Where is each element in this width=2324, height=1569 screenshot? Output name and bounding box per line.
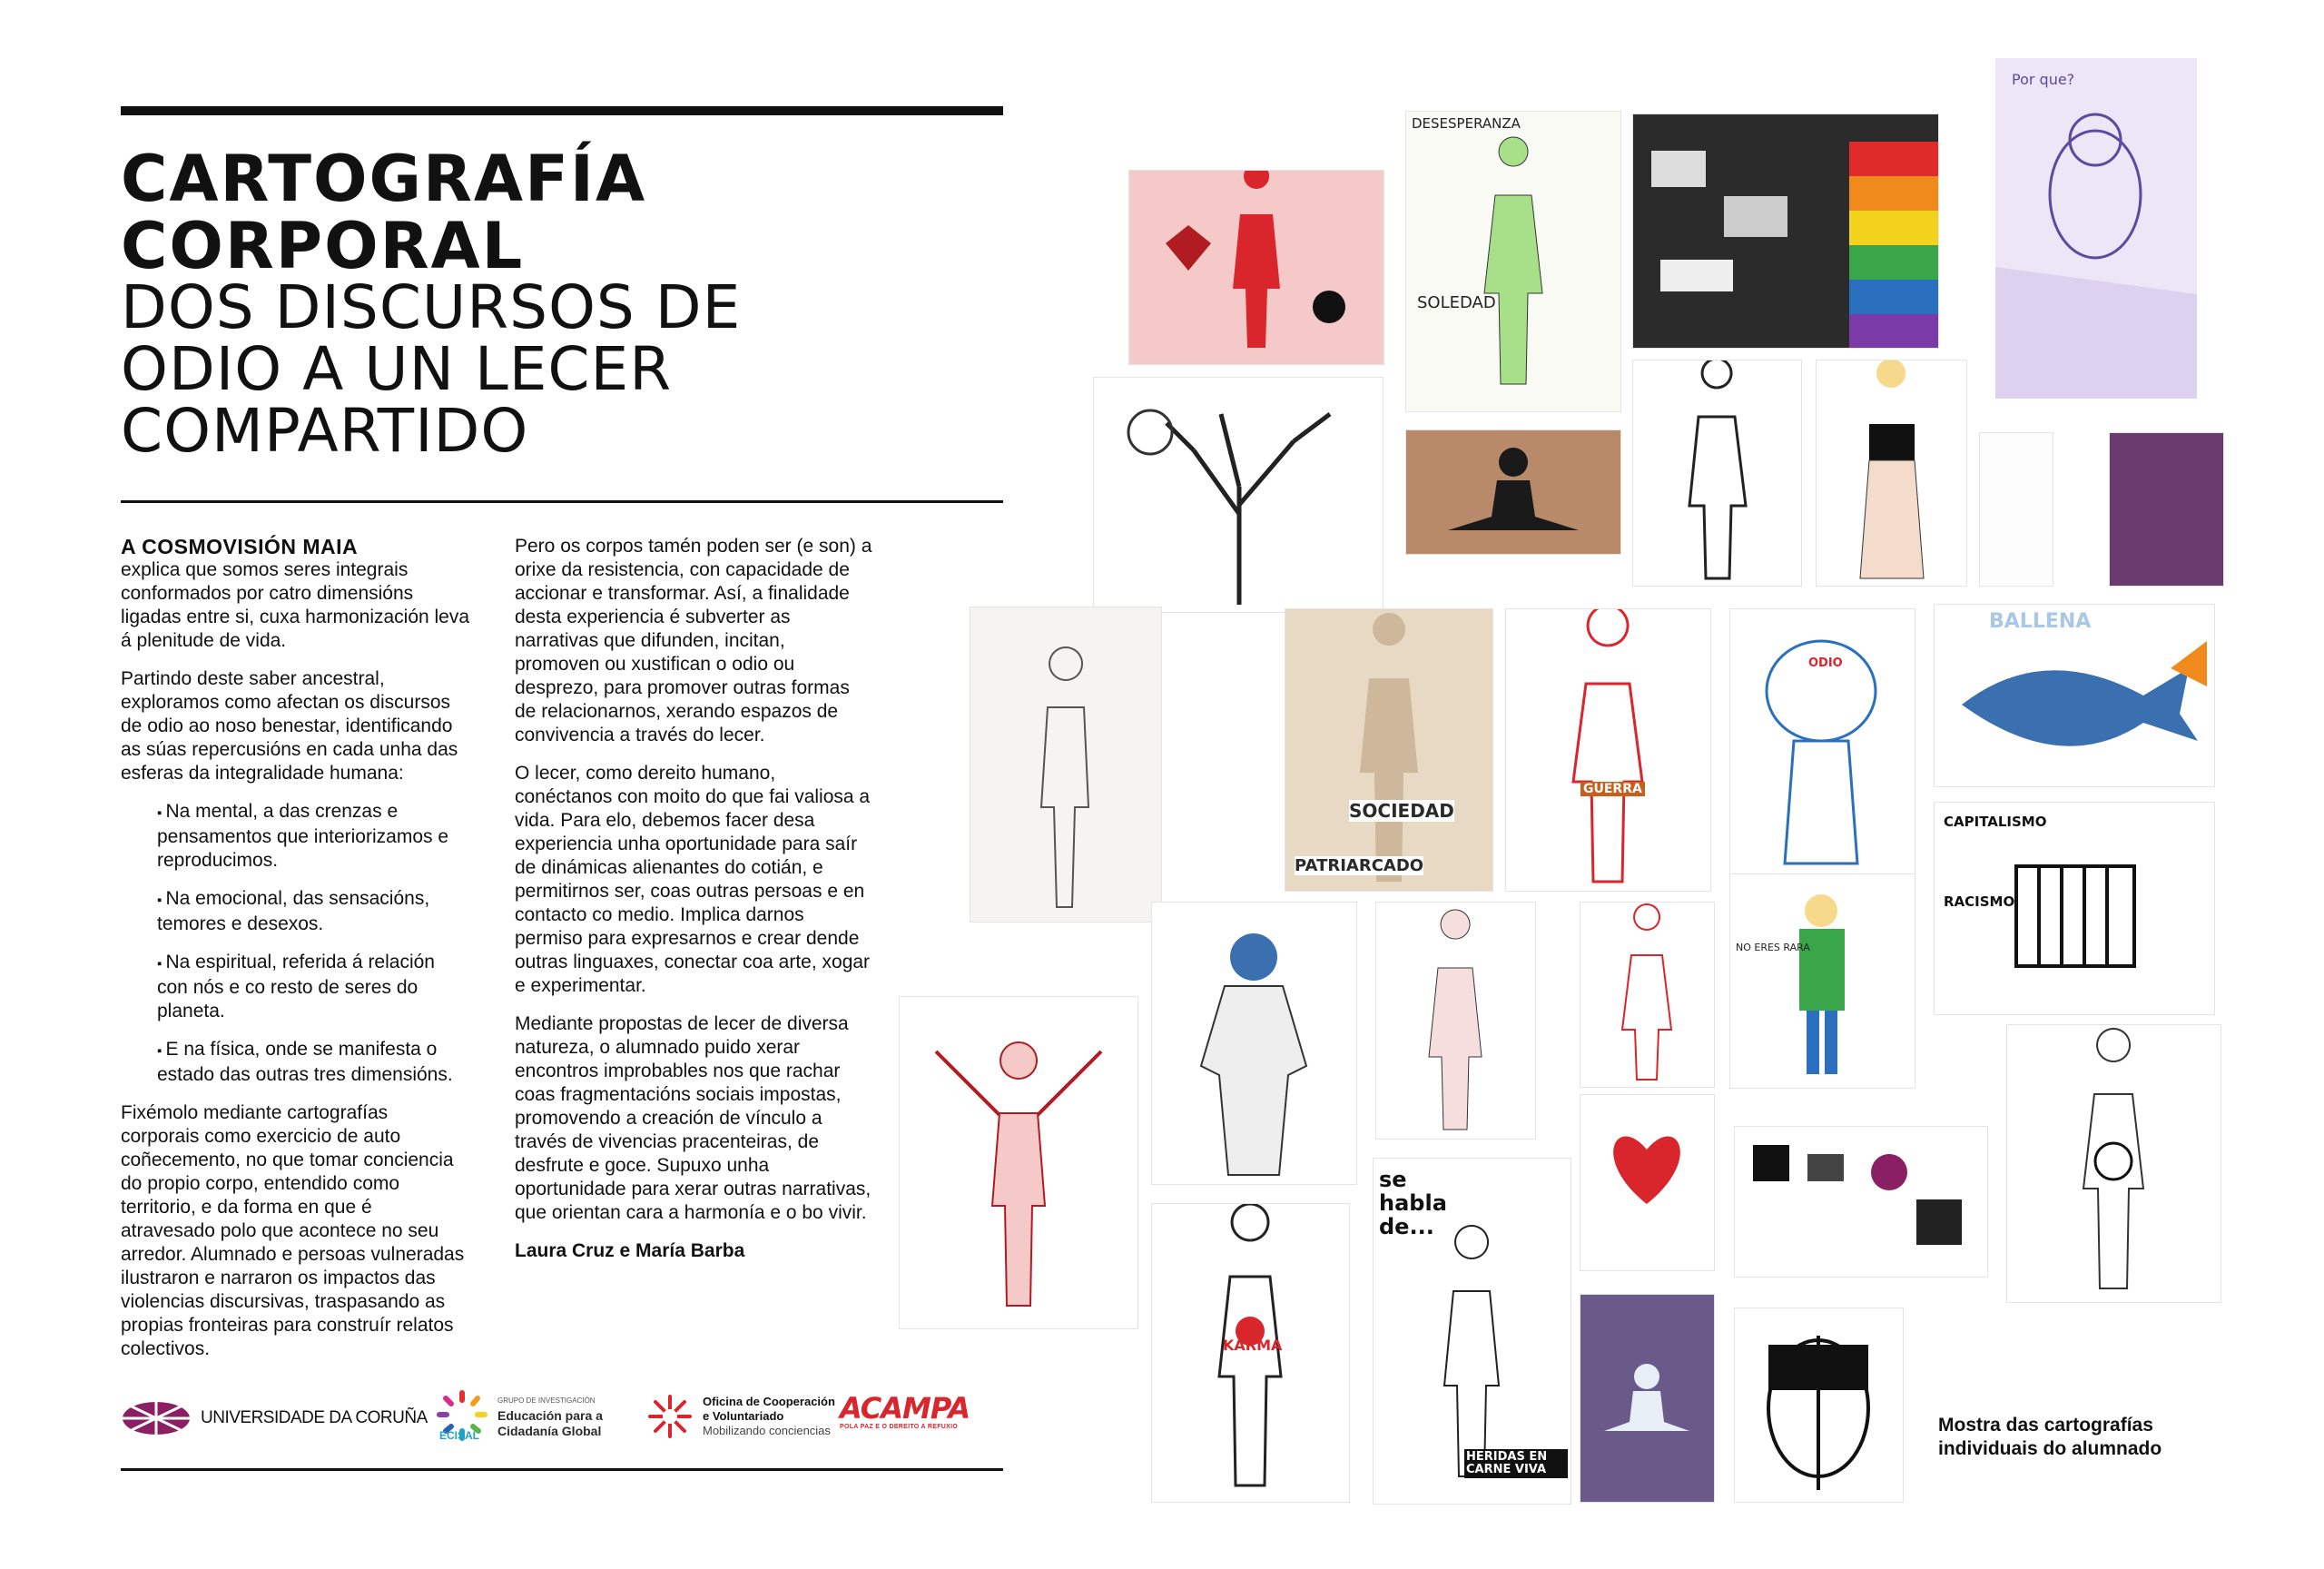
- list-item: ▪ Na espiritual, referida á relación con nós e co resto de seres do planeta.: [157, 951, 470, 1023]
- ecisal-logo[interactable]: [434, 1387, 603, 1444]
- body-outline-icon: [1633, 360, 1801, 586]
- standing-figure-icon: [1730, 874, 1915, 1088]
- intro-paragraph: [121, 535, 470, 653]
- drawing-thumbnail[interactable]: [1934, 802, 2215, 1015]
- drawing-thumbnail[interactable]: [899, 996, 1138, 1329]
- drawing-label: GUERRA: [1581, 782, 1645, 796]
- drawing-thumbnail[interactable]: [1934, 604, 2215, 787]
- caption-line-1: Mostra das cartografías: [1938, 1415, 2153, 1436]
- tree-figure-icon: [1094, 378, 1383, 612]
- drawing-label: Por que?: [2012, 71, 2075, 88]
- paragraph-5: O lecer, como dereito humano, conéctanos con moito do que fai valiosa a vida. Para elo, debemos facer desa experiencia unha oportunidade para saír de dinámicas alienantes do cotián, e permitirnos ser, coas outras persoas e en contacto co medio. Implica darnos permiso para expresarnos e crear dende outras linguaxes, conectar coa arte, xogar e experimentar.: [515, 763, 871, 996]
- drawing-label: CAPITALISMO: [1944, 814, 2047, 830]
- title-line-2: CORPORAL: [121, 209, 525, 283]
- drawing-label: ODIO: [1808, 656, 1843, 670]
- figure-with-arms-up-icon: [900, 997, 1137, 1328]
- ocv-logo[interactable]: [646, 1393, 835, 1440]
- drawing-label: PATRIARCADO: [1295, 856, 1424, 875]
- body-outline-icon: [2007, 1025, 2221, 1302]
- subtitle-line-1: DOS DISCURSOS DE: [121, 272, 742, 342]
- drawing-label: SOCIEDAD: [1349, 800, 1454, 822]
- drawing-thumbnail[interactable]: [1405, 111, 1621, 412]
- drawing-thumbnail[interactable]: [1995, 58, 2197, 399]
- list-item: ▪ E na física, onde se manifesta o estado das outras tres dimensións.: [157, 1038, 470, 1087]
- acampa-logo[interactable]: [840, 1393, 970, 1430]
- woman-figure-icon: [1817, 360, 1966, 586]
- drawing-thumbnail[interactable]: [1151, 902, 1357, 1185]
- meditating-silhouette-icon: [1406, 430, 1620, 554]
- bottom-rule: [121, 1468, 1003, 1471]
- ecisal-main-2: Cidadanía Global: [497, 1423, 602, 1438]
- body-outline-icon: [1581, 903, 1714, 1087]
- drawing-thumbnail[interactable]: [1979, 432, 2053, 587]
- meditating-figure-icon: [1581, 1295, 1714, 1502]
- drawing-label: BALLENA: [1989, 610, 2092, 633]
- icon-collage: [1735, 1127, 1987, 1277]
- drawing-thumbnail[interactable]: [1729, 873, 1915, 1089]
- drawing-thumbnail[interactable]: [1375, 902, 1536, 1140]
- paragraph-4: Pero os corpos tamén poden ser (e son) a orixe da resistencia, con capacidade de accionar e transformar. Así, a finalidade desta experiencia é subverter as narrativas que difunden, incitan, promoven ou xustifican o odio ou desprezo, para promover outras formas de relacionarnos, xerando espazos de convivencia a través do lecer.: [515, 536, 872, 745]
- subtitle-line-3: COMPARTIDO: [121, 396, 529, 466]
- body-outline-icon: [1406, 112, 1620, 411]
- left-text-column: [121, 535, 470, 1376]
- drawing-thumbnail[interactable]: [1373, 1158, 1571, 1505]
- ocv-star-icon: [646, 1393, 694, 1440]
- top-rule: [121, 106, 1003, 115]
- heart-icon: [1581, 1095, 1714, 1270]
- drawing-thumbnail[interactable]: [1093, 377, 1384, 613]
- drawing-label: DESESPERANZA: [1412, 115, 1521, 132]
- drawing-thumbnail[interactable]: [1580, 1294, 1715, 1503]
- ocv-line-1: Oficina de Cooperación: [703, 1395, 835, 1408]
- ecisal-brand: ECISAL: [439, 1429, 480, 1442]
- head-outline-icon: [1730, 609, 1915, 880]
- drawing-thumbnail[interactable]: [1580, 1094, 1715, 1271]
- drawing-thumbnail[interactable]: [1405, 429, 1621, 555]
- ecisal-main-1: Educación para a: [497, 1407, 603, 1423]
- drawing-thumbnail[interactable]: [970, 607, 1162, 923]
- paragraph-6: Mediante propostas de lecer de diversa natureza, o alumnado puido xerar encontros improbables nos que rachar coas fragmentacións sociais impostas, promovendo a creación de vínculo a través de vivencias pracenteiras, de desfrute e goce. Supuxo unha oportunidade para xerar outras narrativas, que orientan cara a harmonía e o bo vivir.: [515, 1013, 872, 1223]
- drawing-thumbnail[interactable]: [1151, 1203, 1350, 1503]
- section-lead: A COSMOVISIÓN MAIA: [121, 535, 359, 558]
- paragraph-2: Partindo deste saber ancestral, exploramos como afectan os discursos de odio ao noso benestar, identificando as súas repercusións en cada unha das esferas da integralidade humana:: [121, 668, 458, 784]
- udc-name: UNIVERSIDADE DA CORUÑA: [201, 1408, 428, 1427]
- drawing-thumbnail[interactable]: [1632, 360, 1802, 587]
- page-subtitle: [121, 272, 742, 466]
- udc-logo[interactable]: [121, 1400, 428, 1436]
- ecisal-small-label: GRUPO DE INVESTIGACIÓN: [497, 1396, 596, 1405]
- drawing-thumbnail[interactable]: [1734, 1126, 1988, 1278]
- drawing-thumbnail[interactable]: [1505, 608, 1711, 892]
- drawing-label: SOLEDAD: [1417, 293, 1496, 312]
- authors: Laura Cruz e María Barba: [515, 1240, 745, 1261]
- drawing-label: RACISMO: [1944, 893, 2015, 910]
- word-collage-body-icon: [1285, 609, 1492, 891]
- ocv-line-2: e Voluntariado: [703, 1409, 784, 1423]
- drawing-thumbnail[interactable]: [1580, 902, 1715, 1088]
- drawing-thumbnail[interactable]: [1734, 1308, 1904, 1503]
- drawing-label: NO ERES RARA: [1736, 942, 1810, 953]
- dimensions-list: [121, 800, 470, 1087]
- rainbow-collage-icon: [1633, 114, 1938, 348]
- drawing-thumbnail[interactable]: [2006, 1024, 2221, 1303]
- list-item: ▪ Na mental, a das crenzas e pensamentos que interiorizamos e reproducimos.: [157, 800, 470, 873]
- list-item: ▪ Na emocional, das sensacións, temores e desexos.: [157, 887, 470, 936]
- title-line-1: CARTOGRAFÍA: [121, 142, 647, 216]
- drawing-thumbnail[interactable]: [1816, 360, 1967, 587]
- seated-figure-icon: [1995, 58, 2197, 399]
- page-title: [121, 142, 647, 283]
- body-outline-icon: [1506, 609, 1710, 891]
- drawing-thumbnail[interactable]: [2109, 432, 2224, 587]
- split-face-icon: [1735, 1308, 1903, 1502]
- subtitle-line-2: ODIO A UN LECER: [121, 334, 673, 404]
- drawing-thumbnail[interactable]: [1128, 170, 1384, 365]
- body-silhouette-icon: [1129, 171, 1384, 364]
- drawing-thumbnail[interactable]: [1285, 608, 1493, 892]
- gallery-caption: [1938, 1414, 2162, 1461]
- paragraph-3: Fixémolo mediante cartografías corporais como exercicio de auto coñecemento, no que tomar conciencia do propio corpo, entendido como territorio, e da forma en que é atravesado polo que acontece no seu arredor. Alumnado e persoas vulneradas ilustraron e narraron os impactos das violencias discursivas, traspasando as propias fronteiras para construír relatos colectivos.: [121, 1102, 465, 1359]
- udc-emblem-icon: [121, 1400, 192, 1436]
- drawing-label: se habla de...: [1379, 1167, 1447, 1239]
- acampa-name: ACAMPA: [840, 1391, 970, 1426]
- woman-figure-icon: [1376, 903, 1535, 1139]
- drawing-label: KARMA: [1223, 1337, 1283, 1354]
- hanging-figure-icon: [970, 607, 1161, 922]
- ocv-line-3: Mobilizando conciencias: [703, 1424, 831, 1437]
- acampa-tagline: POLA PAZ E O DEREITO A REFUXIO: [840, 1424, 959, 1430]
- intro-text: explica que somos seres integrais conformados por catro dimensións ligadas entre si, cuxa harmonización leva á plenitude de vida.: [121, 559, 470, 651]
- muscular-figure-icon: [1152, 903, 1356, 1184]
- caption-line-2: individuais do alumnado: [1938, 1438, 2162, 1459]
- drawing-label: HERIDAS EN CARNE VIVA: [1464, 1449, 1568, 1478]
- drawing-thumbnail[interactable]: [1729, 608, 1915, 881]
- mid-rule: [121, 500, 1003, 503]
- right-text-column: [515, 535, 873, 1278]
- drawing-thumbnail[interactable]: [1632, 113, 1939, 349]
